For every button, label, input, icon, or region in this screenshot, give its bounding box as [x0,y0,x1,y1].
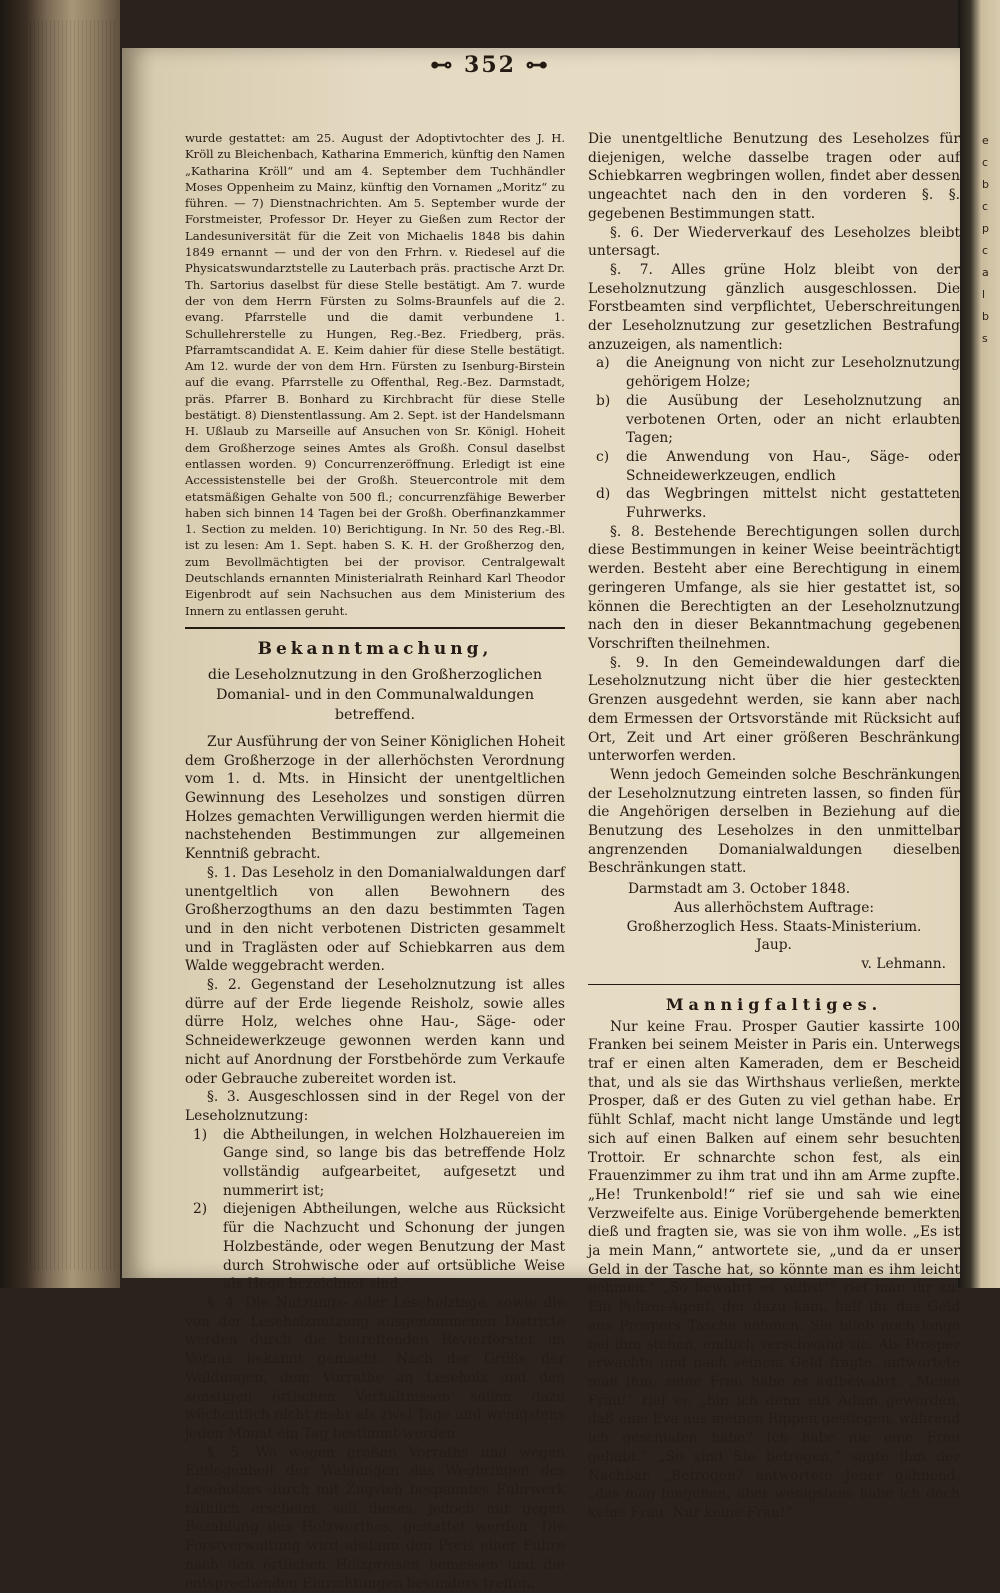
section-divider [185,627,565,629]
section-9: §. 9. In den Gemeindewaldungen darf die Leseholznutzung nicht über die hier gesteckten Grenzen ausgedehnt werden, sie kann aber nach dem Ermessen der Ortsvorstände mit Rücksicht auf Ort, Zeit und Art einer größeren Beschränkung unterworfen werden. [588,654,960,765]
adjacent-page-letter: c [982,156,989,169]
header-ornament-right: ⊶ [525,52,550,78]
section-5: §. 5. Wo wegen großen Vorraths und wegen Entlegenheit der Waldungen das Wegbringen des Leseholzes durch mit Zugvieh bespanntes Fuhrwerk räthlich erscheint, soll dieses, jedoch nur gegen Bezahlung des Holzwerthes, gestattet werden. Die Forstverwaltung wird alsdann den Preis einer Fuhre nach den örtlichen Holzpreisen bemessen und die entsprechenden Einrichtungen besonders treffen. [185,1444,565,1592]
section-8: §. 8. Bestehende Berechtigungen sollen durch diese Bestimmungen in keiner Weise beeinträchtigt werden. Besteht aber eine Berechtigung in einem geringeren Umfange, als sie hier gestattet ist, so können die Berechtigten an der Leseholznutzung nach den in dieser Bekanntmachung gegebenen Vorschriften theilnehmen. [588,523,960,652]
adjacent-page-letter: e [982,134,989,147]
list-item [588,354,960,391]
right-column [588,130,960,1523]
adjacent-page-letter: b [982,310,989,323]
notice-text: wurde gestattet: am 25. August der Adoptivtochter des J. H. Kröll zu Bleichenbach, Katharina Emmerich, künftig den Namen „Katharina Kröll“ und am 4. September dem Tuchhändler Moses Oppenheim zu Mainz, künftig den Vornamen „Moritz“ zu führen. — 7) Dienstnachrichten. Am 5. September wurde der Forstmeister, Professor Dr. Heyer zu Gießen zum Rector der Landesuniversität für die Zeit von Michaelis 1848 bis dahin 1849 ernannt — und der von den Frhrn. v. Riedesel auf die Physicatswundarztstelle zu Lauterbach präs. practische Arzt Dr. Th. Sartorius daselbst für diese Stelle bestätigt. Am 7. wurde der von dem Herrn Fürsten zu Solms-Braunfels auf die 2. evang. Pfarrstelle und die damit verbundene 1. Schullehrerstelle zu Hungen, Reg.-Bez. Friedberg, präs. Pfarramtscandidat A. E. Keim dahier für diese Stelle bestätigt. Am 12. wurde der von dem Hrn. Fürsten zu Isenburg-Birstein auf die evang. Pfarrstelle zu Offenthal, Reg.-Bez. Darmstadt, präs. Pfarrer B. Bonhard zu Kirchbracht für diese Stelle bestätigt. 8) Dienstentlassung. Am 2. Sept. ist der Handelsmann H. Ußlaub zu Marseille auf Ansuchen von Sr. Königl. Hoheit dem Großherzoge seines Amtes als Großh. Consul daselbst entlassen worden. 9) Concurrenzeröffnung. Erledigt ist eine Accessistenstelle bei der Großh. Steuercontrole mit dem etatsmäßigen Gehalte von 500 fl.; concurrenzfähige Bewerber haben sich binnen 14 Tagen bei der Großh. Oberfinanzkammer 1. Section zu melden. 10) Berichtigung. In Nr. 50 des Reg.-Bl. ist zu lesen: Am 1. Sept. haben S. K. H. der Großherzog den, zum Bevollmächtigten bei der provisor. Centralgewalt Deutschlands ernannten Ministerialrath Reinhard Karl Theodor Eigenbrodt auf sein Nachsuchen aus dem Ministerium des Innern zu entlassen geruht. [185,131,565,618]
adjacent-page-letter: c [982,244,989,257]
list-item-text: die Anwendung von Hau-, Säge- oder Schneidewerkzeugen, endlich [626,448,960,484]
list-item-text: diejenigen Abtheilungen, welche aus Rücksicht für die Nachzucht und Schonung der jungen Holzbestände, oder wegen Benutzung der Mast durch Strohwische oder auf ortsübliche Weise als Hege bezeichnet sind. [223,1201,565,1293]
left-column [185,130,565,1593]
header-ornament-left: ⊷ [430,52,455,78]
book-page-edges [0,0,120,1288]
section-5-continued: Die unentgeltliche Benutzung des Leseholzes für diejenigen, welche dasselbe tragen oder auf Schiebkarren wegbringen wollen, findet aber dessen ungeachtet nach den in den vorderen §. §. gegebenen Bestimmungen statt. [588,131,960,222]
section-3-list [185,1126,565,1294]
section-1: §. 1. Das Leseholz in den Domanialwaldungen darf unentgeltlich von allen Bewohnern des Großherzogthums an den dazu bestimmten Tagen und in den nicht verbotenen Districten gesammelt und in Traglästen oder auf Schiebkarren aus dem Walde weggebracht werden. [185,864,565,975]
list-item-number: b) [596,392,611,409]
list-item-number: a) [596,355,610,372]
section-7: §. 7. Alles grüne Holz bleibt von der Leseholznutzung gänzlich ausgeschlossen. Die Forstbeamten sind verpflichtet, Ueberschreitungen der Leseholznutzung zur gesetzlichen Bestrafung anzuzeigen, als namentlich: [588,261,960,353]
section-2: §. 2. Gegenstand der Leseholznutzung ist alles dürre auf der Erde liegende Reisholz, sowie alles dürre Holz, welches ohne Hau-, Säge- oder Schneidewerkzeuge gewonnen werden kann und nicht auf Anordnung der Forstbehörde zum Verkaufe oder Gebrauche zubereitet worden ist. [185,977,565,1087]
list-item-number: 2) [193,1201,208,1218]
adjacent-page-letters [982,130,998,350]
list-item-text: das Wegbringen mittelst nicht gestatteten Fuhrwerks. [626,486,960,522]
section-9-addendum: Wenn jedoch Gemeinden solche Beschränkungen der Leseholznutzung eintreten lassen, so finden für die Angehörigen derselben in Beziehung auf die Benutzung des Leseholzes in den unmittelbar angrenzenden Domanialwaldungen dieselben Beschränkungen statt. [588,766,960,877]
page-edge-lines [30,20,118,1270]
announcement-subtitle: die Leseholznutzung in den Großherzoglichen Domanial- und in den Communalwaldungen betreffend. [207,666,543,723]
adjacent-page-letter: l [982,288,986,301]
adjacent-page-letter: a [982,266,989,279]
ministry-line: Großherzoglich Hess. Staats-Ministerium. [626,918,922,935]
place-date: Darmstadt am 3. October 1848. [628,881,851,898]
list-item-number: 1) [193,1126,208,1143]
section-3: §. 3. Ausgeschlossen sind in der Regel von der Leseholznutzung: [185,1089,565,1124]
list-item-text: die Aneignung von nicht zur Leseholznutzung gehörigem Holze; [626,355,960,391]
list-item [588,485,960,522]
section-divider [588,984,960,985]
page-header [350,52,630,78]
list-item [588,392,960,448]
signer-jaup: Jaup. [756,937,792,954]
authority-line: Aus allerhöchstem Auftrage: [673,899,875,916]
adjacent-page-letter: c [982,200,989,213]
signer-lehmann: v. Lehmann. [861,955,946,972]
section-6: §. 6. Der Wiederverkauf des Leseholzes bleibt untersagt. [588,224,960,260]
list-item [588,448,960,485]
list-item [185,1126,565,1201]
announcement-title: Bekanntmachung, [257,638,493,659]
list-item [185,1200,565,1294]
section-7-list [588,354,960,522]
list-item-number: d) [596,486,611,503]
adjacent-page-letter: s [982,332,988,345]
miscellany-title: Mannigfaltiges. [665,994,883,1014]
list-item-number: c) [596,448,610,465]
adjacent-page-letter: b [982,178,989,191]
anecdote-text: Nur keine Frau. Prosper Gautier kassirte 100 Franken bei seinem Meister in Paris ein. Unterwegs traf er einen alten Kameraden, dem er Bescheid that, und als sie das Wirthshaus verließen, merkte Prosper, daß er des Guten zu viel gethan habe. Er fühlt Schlaf, macht nicht lange Umstände und legt sich auf einen Balken auf einem sehr besuchten Trottoir. Er schnarchte schon fest, als ein Frauenzimmer zu ihm trat und ihn am Arme zupfte. „He! Trunkenbold!“ rief sie und sah wie eine Verzweifelte aus. Einige Vorübergehende bemerkten dieß und fragten sie, was sie von ihm wolle. „Es ist ja mein Mann,“ antwortete sie, „und da er unser Geld in der Tasche hat, so könnte man es ihm leicht nehmen.“ „So bewahrt es selbst!“ rief man ihr zu. Ein Polizei-Agent, der dazu kam, half ihr das Geld aus Prospers Tasche nehmen. Sie blieb noch lange bei ihm stehen, endlich verschwand sie. Als Prosper erwachte und nach seinem Geld fragte, antwortete man ihm, seine Frau habe es aufbewahrt. „Meine Frau!“ rief er, „bin ich denn ein Adam geworden, daß eine Eva aus meinen Rippen gestiegen, während ich geschlafen habe? Ich habe nie eine Frau gehabt.“ „So sind Sie betrogen,“ sagte ihm der Nachbar. „Betrogen? antwortete Jener gähnend, „das mag hingehen; aber wenigstens habe ich doch keine Frau. Nur keine Frau!“ [588,1018,960,1521]
adjacent-page-letter: p [982,222,989,235]
list-item-text: die Ausübung der Leseholznutzung an verbotenen Orten, oder an nicht erlaubten Tagen; [626,392,960,447]
announcement-intro: Zur Ausführung der von Seiner Königlichen Hoheit dem Großherzoge in der allerhöchsten Verordnung vom 1. d. Mts. in Hinsicht der unentgeltlichen Gewinnung des Leseholzes und sonstigen dürren Holzes gemachten Verwilligungen werden hiermit die nachstehenden Bestimmungen zur allgemeinen Kenntniß gebracht. [185,733,565,863]
adjacent-page-edge [958,0,1000,1288]
page-number: 352 [464,52,516,78]
list-item-text: die Abtheilungen, in welchen Holzhauereien im Gange sind, so lange bis das betreffende Holz vollständig aufgearbeitet, aufgesetzt und nummerirt ist; [223,1126,565,1199]
section-4: §. 4. Die Nutzungs- oder Leseholztage, sowie die von der Leseholznutzung ausgenommenen Districte werden durch die betreffenden Revierförster im Voraus bekannt gemacht. Nach der Größe der Waldungen, dem Vorrathe an Leseholz und den sonstigen örtlichen Verhältnissen sollen dazu wöchentlich nicht mehr als zwei Tage und wenigstens jeden Monat ein Tag bestimmt werden. [185,1295,565,1442]
